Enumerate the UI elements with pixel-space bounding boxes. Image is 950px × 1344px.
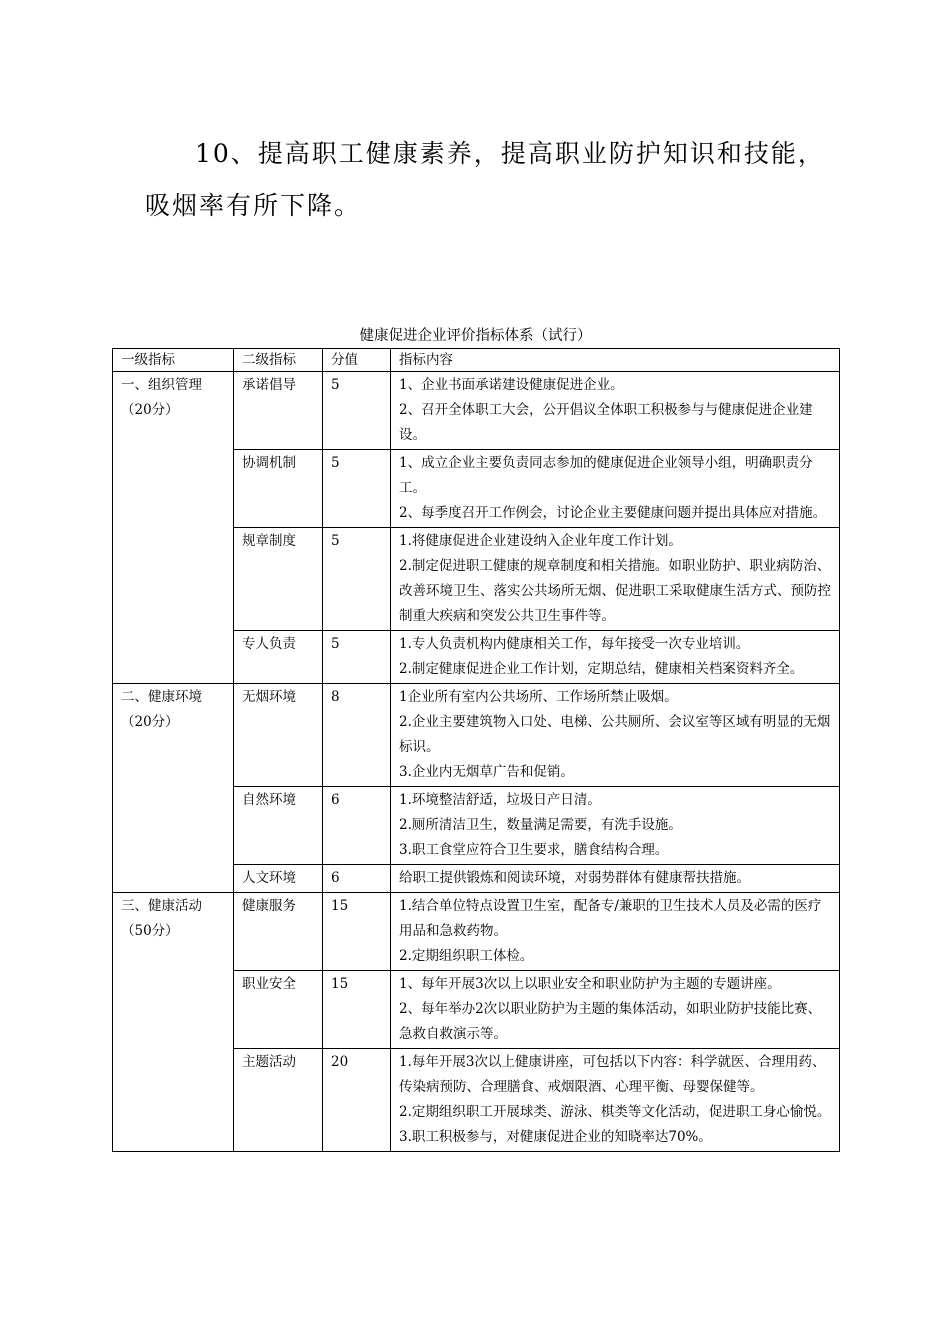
table-row [113, 372, 840, 450]
level2-indicator: 自然环境 [234, 787, 323, 865]
content-item: 1企业所有室内公共场所、工作场所禁止吸烟。 [399, 689, 678, 705]
level2-indicator: 规章制度 [234, 528, 323, 631]
content-item: 2.企业主要建筑物入口处、电梯、公共厕所、会议室等区域有明显的无烟标识。 [399, 714, 831, 755]
score-value: 5 [323, 450, 391, 528]
content-item: 1、每年开展3次以上以职业安全和职业防护为主题的专题讲座。 [399, 976, 781, 992]
indicator-content [391, 450, 840, 528]
level1-indicator: 二、健康环境（20分） [113, 684, 234, 893]
header-score: 分值 [323, 349, 391, 372]
content-item: 2、每年举办2次以职业防护为主题的集体活动，如职业防护技能比赛、急救自救演示等。 [399, 1001, 822, 1042]
level2-indicator: 协调机制 [234, 450, 323, 528]
indicator-content [391, 372, 840, 450]
table-row [113, 893, 840, 971]
indicator-content [391, 787, 840, 865]
level2-indicator: 职业安全 [234, 971, 323, 1049]
content-item: 1、成立企业主要负责同志参加的健康促进企业领导小组，明确职责分工。 [399, 455, 813, 496]
score-value: 8 [323, 684, 391, 787]
indicator-content [391, 684, 840, 787]
evaluation-index-table [112, 348, 840, 1152]
level2-indicator: 健康服务 [234, 893, 323, 971]
content-item: 2.定期组织职工开展球类、游泳、棋类等文化活动，促进职工身心愉悦。 [399, 1104, 831, 1120]
score-value: 6 [323, 787, 391, 865]
table-title: 健康促进企业评价指标体系（试行） [359, 328, 592, 344]
content-item: 3.职工食堂应符合卫生要求，膳食结构合理。 [399, 842, 669, 858]
content-item: 1.每年开展3次以上健康讲座，可包括以下内容：科学就医、合理用药、传染病预防、合理膳食、戒烟限酒、心理平衡、母婴保健等。 [399, 1054, 826, 1095]
content-item: 1.专人负责机构内健康相关工作，每年接受一次专业培训。 [399, 636, 750, 652]
score-value: 5 [323, 528, 391, 631]
score-value: 5 [323, 372, 391, 450]
content-item: 2.制定促进职工健康的规章制度和相关措施。如职业防护、职业病防治、改善环境卫生、落实公共场所无烟、促进职工采取健康生活方式、预防控制重大疾病和突发公共卫生事件等。 [399, 558, 831, 624]
level1-indicator: 一、组织管理（20分） [113, 372, 234, 684]
level2-indicator: 主题活动 [234, 1049, 323, 1152]
content-item: 2.制定健康促进企业工作计划，定期总结，健康相关档案资料齐全。 [399, 661, 804, 677]
header-level2: 二级指标 [234, 349, 323, 372]
content-item: 2.厕所清洁卫生，数量满足需要，有洗手设施。 [399, 817, 682, 833]
content-item: 给职工提供锻炼和阅读环境，对弱势群体有健康帮扶措施。 [399, 870, 750, 886]
header-level1: 一级指标 [113, 349, 234, 372]
level2-indicator: 专人负责 [234, 631, 323, 684]
indicator-content [391, 865, 840, 893]
table-row [113, 684, 840, 787]
indicator-content [391, 893, 840, 971]
content-item: 1.环境整洁舒适，垃圾日产日清。 [399, 792, 601, 808]
indicator-content [391, 528, 840, 631]
content-item: 3.职工积极参与，对健康促进企业的知晓率达70%。 [399, 1129, 712, 1145]
score-value: 20 [323, 1049, 391, 1152]
level2-indicator: 承诺倡导 [234, 372, 323, 450]
score-value: 15 [323, 971, 391, 1049]
level2-indicator: 无烟环境 [234, 684, 323, 787]
level2-indicator: 人文环境 [234, 865, 323, 893]
score-value: 5 [323, 631, 391, 684]
content-item: 1.将健康促进企业建设纳入企业年度工作计划。 [399, 533, 682, 549]
content-item: 2.定期组织职工体检。 [399, 948, 534, 964]
content-item: 3.企业内无烟草广告和促销。 [399, 764, 574, 780]
content-item: 1、企业书面承诺建设健康促进企业。 [399, 377, 624, 393]
level1-indicator: 三、健康活动（50分） [113, 893, 234, 1152]
table-body [113, 372, 840, 1152]
content-item: 1.结合单位特点设置卫生室，配备专/兼职的卫生技术人员及必需的医疗用品和急救药物。 [399, 898, 822, 939]
table-header-row [113, 349, 840, 372]
score-value: 6 [323, 865, 391, 893]
intro-paragraph: 10、提高职工健康素养，提高职业防护知识和技能，吸烟率有所下降。 [145, 139, 825, 220]
indicator-content [391, 971, 840, 1049]
header-content: 指标内容 [391, 349, 840, 372]
indicator-content [391, 631, 840, 684]
indicator-content [391, 1049, 840, 1152]
content-item: 2、召开全体职工大会，公开倡议全体职工积极参与与健康促进企业建设。 [399, 402, 813, 443]
content-item: 2、每季度召开工作例会，讨论企业主要健康问题并提出具体应对措施。 [399, 505, 827, 521]
score-value: 15 [323, 893, 391, 971]
